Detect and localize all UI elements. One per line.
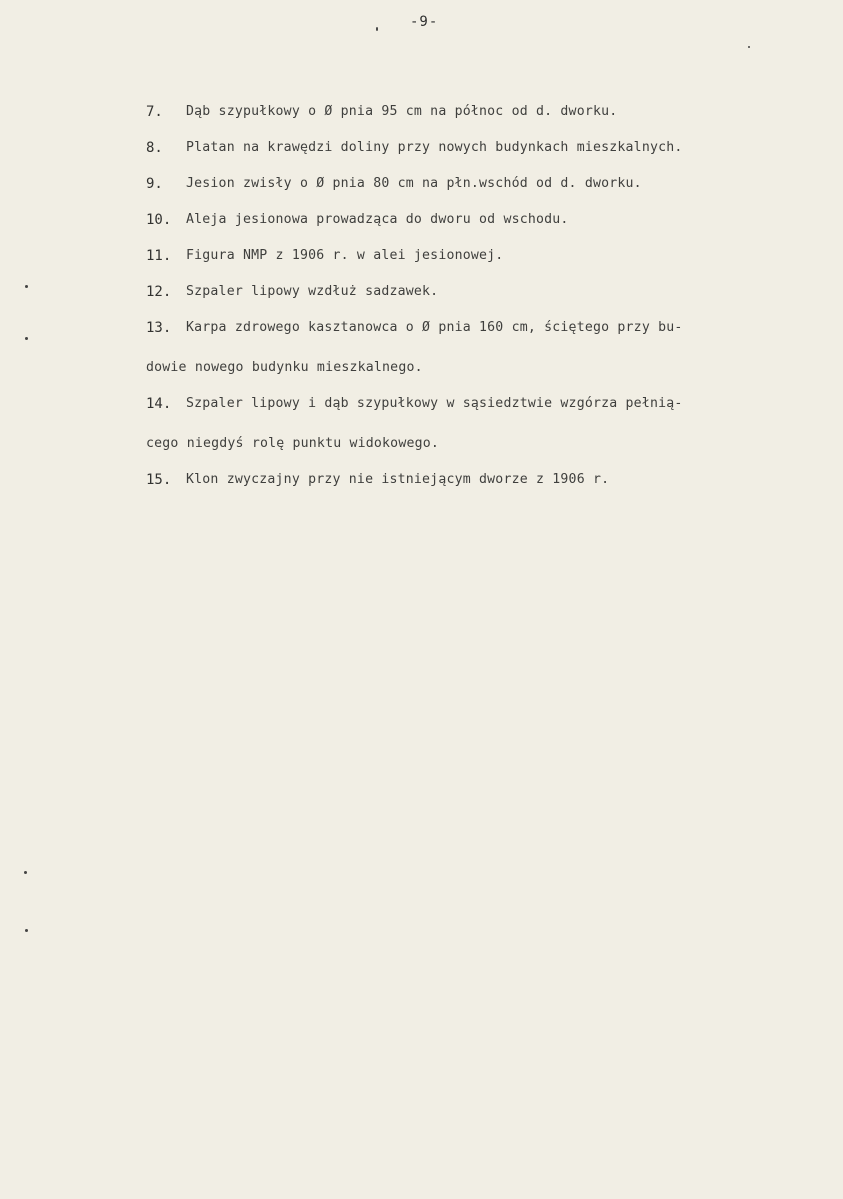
item-number: 11. bbox=[146, 248, 172, 264]
item-text: Szpaler lipowy i dąb szypułkowy w sąsiedztwie wzgórza pełnią- bbox=[186, 396, 683, 411]
list-item bbox=[0, 472, 843, 508]
list-item bbox=[0, 104, 843, 140]
item-text: Figura NMP z 1906 r. w alei jesionowej. bbox=[186, 248, 504, 263]
item-number: 13. bbox=[146, 320, 172, 336]
list-item bbox=[0, 212, 843, 248]
margin-mark bbox=[25, 929, 28, 932]
item-text: Platan na krawędzi doliny przy nowych budynkach mieszkalnych. bbox=[186, 140, 683, 155]
item-number: 14. bbox=[146, 396, 172, 412]
item-number: 9. bbox=[146, 176, 163, 192]
list-item bbox=[0, 284, 843, 320]
item-text: Karpa zdrowego kasztanowca o Ø pnia 160 cm, ściętego przy bu- bbox=[186, 320, 683, 335]
list-item bbox=[0, 140, 843, 176]
item-number: 7. bbox=[146, 104, 163, 120]
item-number: 10. bbox=[146, 212, 172, 228]
list-item bbox=[0, 248, 843, 284]
margin-mark bbox=[24, 871, 27, 874]
list-item bbox=[0, 320, 843, 396]
list-item bbox=[0, 396, 843, 472]
margin-mark bbox=[748, 46, 750, 48]
item-number: 8. bbox=[146, 140, 163, 156]
item-text: Jesion zwisły o Ø pnia 80 cm na płn.wschód od d. dworku. bbox=[186, 176, 642, 191]
margin-mark bbox=[376, 27, 378, 31]
item-list bbox=[0, 104, 843, 508]
item-number: 12. bbox=[146, 284, 172, 300]
item-text: Szpaler lipowy wzdłuż sadzawek. bbox=[186, 284, 439, 299]
item-text: Dąb szypułkowy o Ø pnia 95 cm na północ od d. dworku. bbox=[186, 104, 618, 119]
page-number: -9- bbox=[410, 14, 439, 30]
list-item bbox=[0, 176, 843, 212]
item-text-continuation: cego niegdyś rolę punktu widokowego. bbox=[146, 436, 440, 451]
item-text: Aleja jesionowa prowadząca do dworu od wschodu. bbox=[186, 212, 569, 227]
item-number: 15. bbox=[146, 472, 172, 488]
item-text-continuation: dowie nowego budynku mieszkalnego. bbox=[146, 360, 423, 375]
item-text: Klon zwyczajny przy nie istniejącym dworze z 1906 r. bbox=[186, 472, 610, 487]
